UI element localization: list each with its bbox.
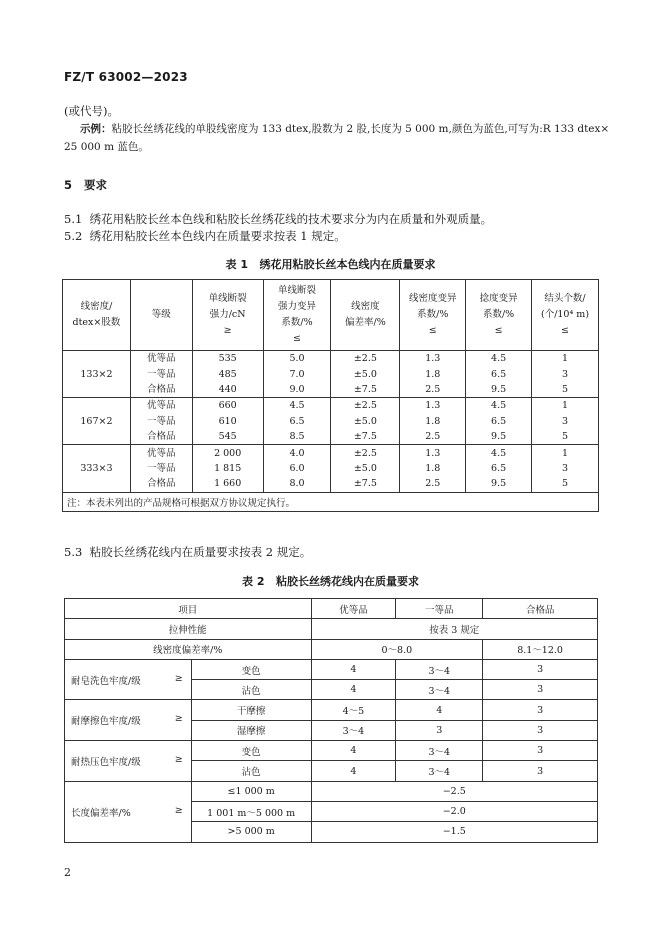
cell: 2 000 [192, 445, 263, 461]
cell: 3 [396, 720, 483, 740]
cell: 1.3 [400, 351, 466, 367]
table1-caption: 表 1 绣花用粘胶长丝本色线内在质量要求 [225, 258, 436, 271]
cell: 一等品 [130, 461, 192, 476]
cell: ±2.5 [331, 445, 400, 461]
standard-code: FZ/T 63002—2023 [64, 70, 188, 84]
cell: 3～4 [311, 720, 396, 740]
cell: 一等品 [130, 414, 192, 429]
header-cell: 项目 [65, 599, 312, 619]
table-row [63, 414, 599, 429]
header-cell: 单线断裂 强力变异 系数/% ≤ [263, 280, 331, 351]
cell: 8.5 [263, 429, 331, 445]
cell: 1 815 [192, 461, 263, 476]
cell: 1.3 [400, 398, 466, 414]
table-row [63, 366, 599, 381]
cell: 5 [532, 429, 599, 445]
cell: 1.8 [400, 366, 466, 381]
cell: 9.5 [466, 382, 532, 398]
page-number: 2 [64, 866, 71, 879]
cell: 3 [483, 720, 598, 740]
header-cell: 线密度/ dtex×股数 [63, 280, 131, 351]
cell: 0～8.0 [311, 639, 483, 659]
clause-5-3: 5.3 粘胶长丝绣花线内在质量要求按表 2 规定。 [64, 545, 312, 559]
cell: 4 [311, 761, 396, 781]
table-row [63, 461, 599, 476]
cell: 545 [192, 429, 263, 445]
cell: ±7.5 [331, 476, 400, 492]
cell: 2.5 [400, 476, 466, 492]
spec-cell: 333×3 [63, 445, 131, 492]
cell: 610 [192, 414, 263, 429]
table-row [65, 639, 598, 659]
cell: −2.5 [311, 781, 597, 801]
header-cell: 结头个数/ (个/10⁴ m) ≤ [532, 280, 599, 351]
table1-header [63, 280, 599, 351]
table-row [65, 619, 598, 639]
cell: ±7.5 [331, 429, 400, 445]
header-cell: 合格品 [483, 599, 598, 619]
cell: 8.0 [263, 476, 331, 492]
header-cell: 线密度变异 系数/% ≤ [400, 280, 466, 351]
cell: 4 [311, 659, 396, 679]
cell: 1 660 [192, 476, 263, 492]
cell: 3 [483, 700, 598, 720]
cell: 535 [192, 351, 263, 367]
cell: 3 [532, 366, 599, 381]
table1-note-row [63, 492, 599, 511]
cell: 拉伸性能 [65, 619, 312, 639]
cell: 5 [532, 382, 599, 398]
cell: 沾色 [191, 761, 311, 781]
cell: −1.5 [311, 822, 597, 842]
group-label: 长度偏差率/% ≥ [65, 781, 192, 842]
table2 [64, 598, 598, 843]
cell: 1.8 [400, 414, 466, 429]
cell: 9.5 [466, 476, 532, 492]
table-row [63, 429, 599, 445]
cell: 4.5 [466, 351, 532, 367]
table-row [63, 445, 599, 461]
table-row [63, 351, 599, 367]
cell: 6.5 [466, 366, 532, 381]
table1-note: 注：本表未列出的产品规格可根据双方协议规定执行。 [63, 492, 599, 511]
table2-caption: 表 2 粘胶长丝绣花线内在质量要求 [242, 575, 419, 588]
group-label: 耐热压色牢度/级 ≥ [65, 741, 192, 782]
cell: 4.5 [466, 445, 532, 461]
cell: 6.0 [263, 461, 331, 476]
cell: 线密度偏差率/% [65, 639, 312, 659]
cell: 合格品 [130, 382, 192, 398]
cell: 6.5 [263, 414, 331, 429]
cell: 合格品 [130, 476, 192, 492]
cell: 合格品 [130, 429, 192, 445]
cell: ±7.5 [331, 382, 400, 398]
header-cell: 一等品 [396, 599, 483, 619]
cell: 3～4 [396, 741, 483, 761]
cell: 4.5 [466, 398, 532, 414]
cell: 4 [311, 741, 396, 761]
cell: 3～4 [396, 659, 483, 679]
cell: ≤1 000 m [191, 781, 311, 801]
header-cell: 优等品 [311, 599, 396, 619]
cell: 6.5 [466, 461, 532, 476]
cell: 优等品 [130, 445, 192, 461]
cell: 3 [483, 659, 598, 679]
header-cell: 等级 [130, 280, 192, 351]
cell: 优等品 [130, 351, 192, 367]
cell: 3 [532, 461, 599, 476]
header-cell: 捻度变异 系数/% ≤ [466, 280, 532, 351]
cell: ±2.5 [331, 398, 400, 414]
cell: ±2.5 [331, 351, 400, 367]
cell: ±5.0 [331, 366, 400, 381]
clause-5-2: 5.2 绣花用粘胶长丝本色线内在质量要求按表 1 规定。 [64, 229, 346, 243]
group-label: 耐皂洗色牢度/级 ≥ [65, 659, 192, 700]
cell: 1 [532, 351, 599, 367]
spec-cell: 167×2 [63, 398, 131, 445]
table-row [63, 476, 599, 492]
cell: 2.5 [400, 382, 466, 398]
cell: 优等品 [130, 398, 192, 414]
cell: 4 [396, 700, 483, 720]
cell: 9.0 [263, 382, 331, 398]
spec-cell: 133×2 [63, 351, 131, 398]
table-row [65, 700, 598, 720]
cell: 按表 3 规定 [311, 619, 597, 639]
table1 [62, 279, 599, 512]
cell: −2.0 [311, 801, 597, 821]
cell: 5.0 [263, 351, 331, 367]
table-row [65, 659, 598, 679]
cell: 4.5 [263, 398, 331, 414]
cell: >5 000 m [191, 822, 311, 842]
cell: 沾色 [191, 680, 311, 700]
table-row [65, 781, 598, 801]
cell: 3 [483, 680, 598, 700]
cell: 1 001 m～5 000 m [191, 801, 311, 821]
cell: 4.0 [263, 445, 331, 461]
cell: 3 [483, 761, 598, 781]
cell: 6.5 [466, 414, 532, 429]
cell: 8.1～12.0 [483, 639, 598, 659]
header-cell: 单线断裂 强力/cN ≥ [192, 280, 263, 351]
cell: 变色 [191, 659, 311, 679]
cell: 变色 [191, 741, 311, 761]
cell: 1.8 [400, 461, 466, 476]
cell: 湿摩擦 [191, 720, 311, 740]
cell: 9.5 [466, 429, 532, 445]
cell: 1 [532, 398, 599, 414]
cell: 干摩擦 [191, 700, 311, 720]
cell: 2.5 [400, 429, 466, 445]
cell: 4 [311, 680, 396, 700]
cell: 3～4 [396, 680, 483, 700]
cell: ±5.0 [331, 461, 400, 476]
cell: 3～4 [396, 761, 483, 781]
table-row [65, 741, 598, 761]
cell: 660 [192, 398, 263, 414]
example-line-cont: 25 000 m 蓝色。 [64, 141, 149, 153]
table-row [63, 398, 599, 414]
cell: 4～5 [311, 700, 396, 720]
clause-5-1: 5.1 绣花用粘胶长丝本色线和粘胶长丝绣花线的技术要求分为内在质量和外观质量。 [64, 212, 493, 226]
cell: ±5.0 [331, 414, 400, 429]
cell: 3 [483, 741, 598, 761]
text-line: (或代号)。 [64, 104, 119, 118]
cell: 1.3 [400, 445, 466, 461]
cell: 7.0 [263, 366, 331, 381]
cell: 485 [192, 366, 263, 381]
table2-header [65, 599, 598, 619]
table-row [63, 382, 599, 398]
cell: 5 [532, 476, 599, 492]
header-cell: 线密度 偏差率/% [331, 280, 400, 351]
cell: 440 [192, 382, 263, 398]
section-heading: 5 要求 [64, 178, 108, 192]
cell: 1 [532, 445, 599, 461]
group-label: 耐摩擦色牢度/级 ≥ [65, 700, 192, 741]
example-line: 示例：粘胶长丝绣花线的单股线密度为 133 dtex,股数为 2 股,长度为 5 000 m,颜色为蓝色,可写为:R 133 dtex× [80, 123, 610, 135]
cell: 一等品 [130, 366, 192, 381]
cell: 3 [532, 414, 599, 429]
